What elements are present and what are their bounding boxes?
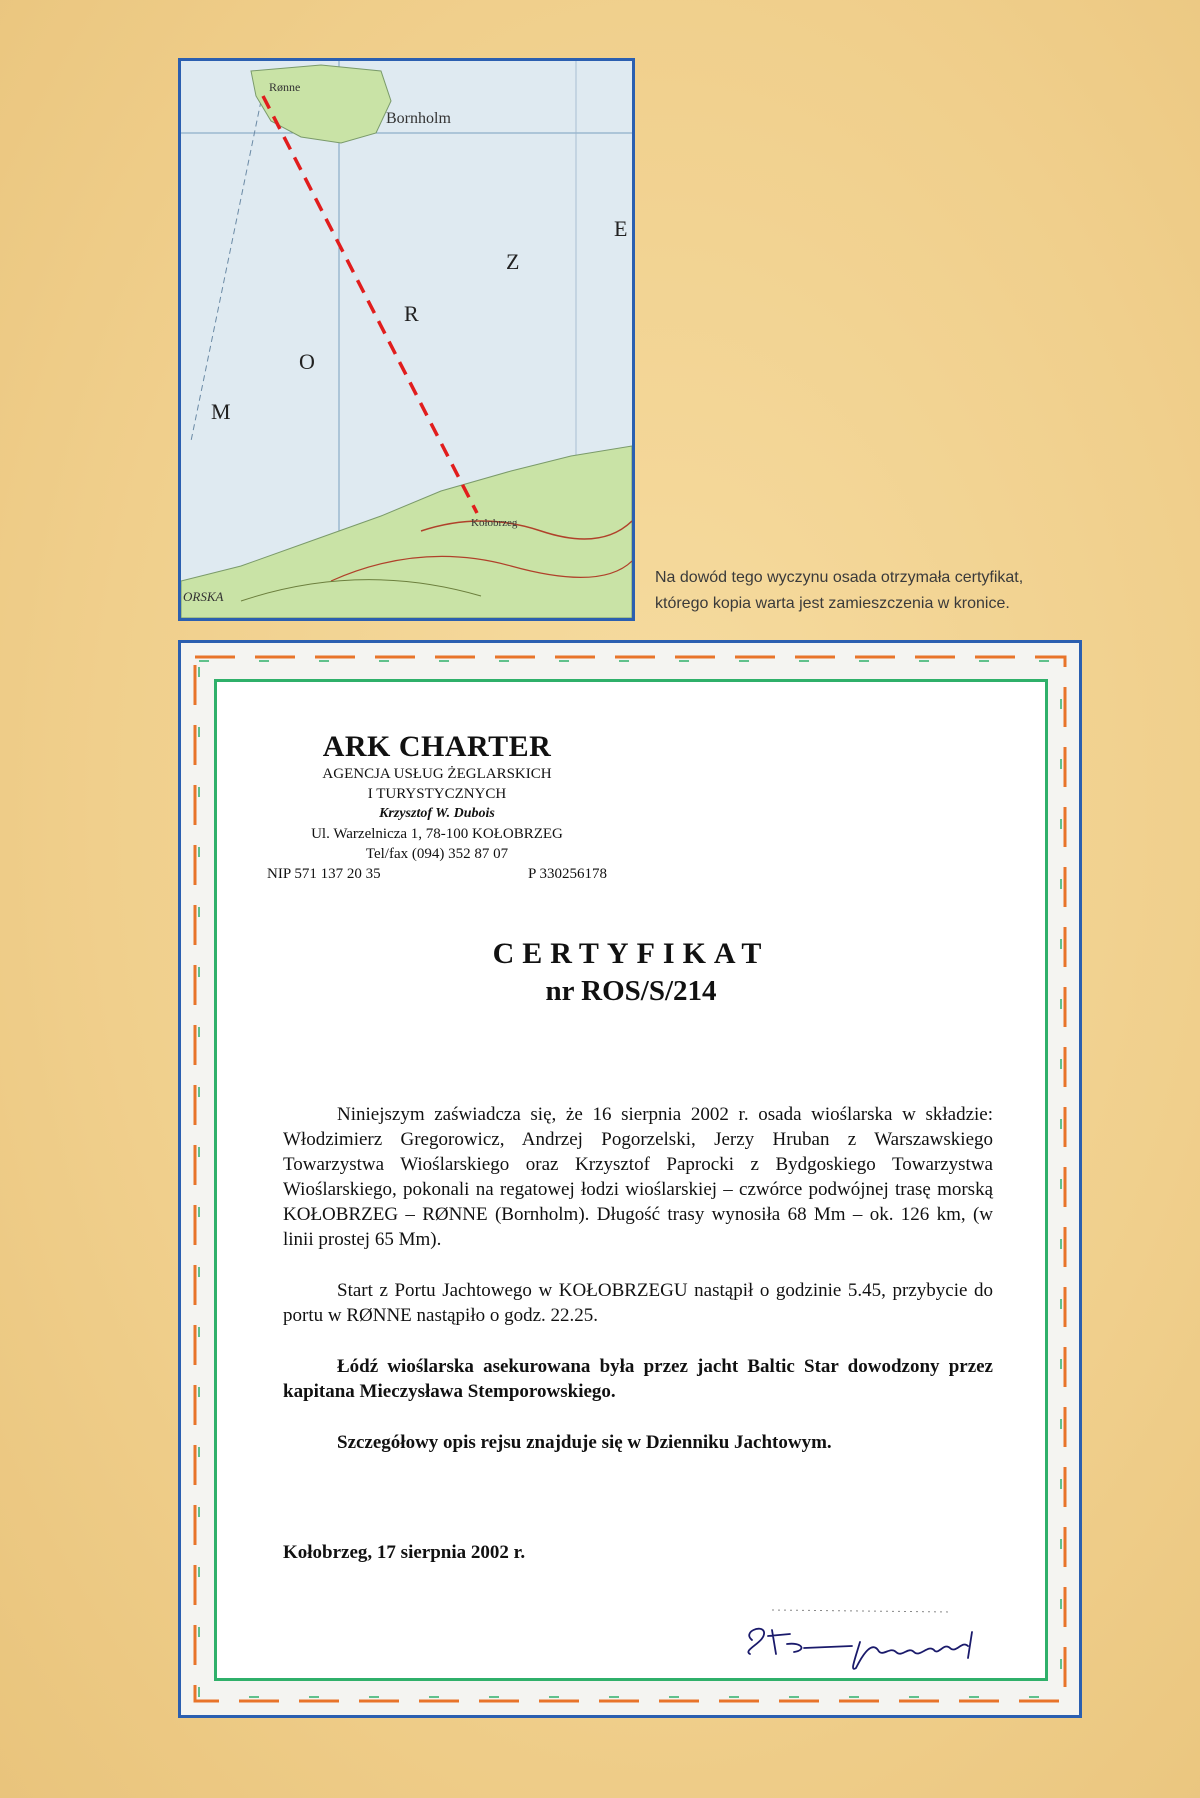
company-owner: Krzysztof W. Dubois	[379, 806, 495, 821]
company-phone: Tel/fax (094) 352 87 07	[365, 846, 509, 862]
map-letter-r: R	[404, 301, 419, 326]
certificate	[178, 640, 1082, 1718]
caption-line-1: Na dowód tego wyczynu osada otrzymała certyfikat,	[655, 569, 1024, 586]
certificate-page	[214, 679, 1048, 1681]
route-map	[178, 58, 635, 621]
company-p: P 330256178	[527, 866, 607, 882]
body-paragraph-3: Łódź wioślarska asekurowana była przez jacht Baltic Star dowodzony przez kapitana Mieczysława Stemporowskiego.	[283, 1356, 993, 1402]
company-name: ARK CHARTER	[322, 730, 552, 763]
map-letter-e: E	[614, 216, 628, 241]
map-caption	[655, 565, 1095, 617]
map-graphic	[181, 61, 632, 618]
certificate-number: nr ROS/S/214	[545, 975, 717, 1007]
caption-line-2: którego kopia warta jest zamieszczenia w kronice.	[655, 595, 1010, 612]
place-date: Kołobrzeg, 17 sierpnia 2002 r.	[283, 1542, 526, 1563]
map-label-bornholm: Bornholm	[386, 110, 451, 127]
body-paragraph-4: Szczegółowy opis rejsu znajduje się w Dzienniku Jachtowym.	[337, 1432, 832, 1453]
map-label-kolobrzeg: Kołobrzeg	[471, 517, 518, 529]
letterhead	[267, 730, 607, 884]
company-tax-ids	[267, 864, 607, 884]
certificate-title: CERTYFIKAT	[492, 937, 770, 970]
map-letter-z: Z	[506, 249, 520, 274]
body-paragraph-2: Start z Portu Jachtowego w KOŁOBRZEGU nastąpił o godzinie 5.45, przybycie do portu w RØNNE nastąpiło o godz. 22.25.	[283, 1280, 993, 1326]
map-letter-o: O	[299, 349, 315, 374]
map-label-orska: ORSKA	[183, 589, 224, 604]
company-line-1: AGENCJA USŁUG ŻEGLARSKICH	[322, 766, 552, 782]
company-line-2: I TURYSTYCZNYCH	[367, 786, 507, 802]
certificate-body	[283, 1102, 993, 1481]
map-label-ronne: Rønne	[269, 80, 301, 94]
signature	[732, 1602, 992, 1672]
company-address: Ul. Warzelnicza 1, 78-100 KOŁOBRZEG	[311, 826, 563, 842]
map-letter-m: M	[211, 399, 231, 424]
body-paragraph-1: Niniejszym zaświadcza się, że 16 sierpnia 2002 r. osada wioślarska w składzie: Włodzimierz Gregorowicz, Andrzej Pogorzelski, Jerzy Hruban z Warszawskiego Towarzystwa Wioślarskiego oraz Krzysztof Paprocki z Bydgoskiego Towarzystwa Wioślarskiego, pokonali na regatowej łodzi wioślarskiej – czwórce podwójnej trasę morską KOŁOBRZEG – RØNNE (Bornholm). Długość trasy wynosiła 68 Mm – ok. 126 km, (w linii prostej 65 Mm).	[283, 1104, 993, 1250]
company-nip: NIP 571 137 20 35	[267, 866, 381, 882]
